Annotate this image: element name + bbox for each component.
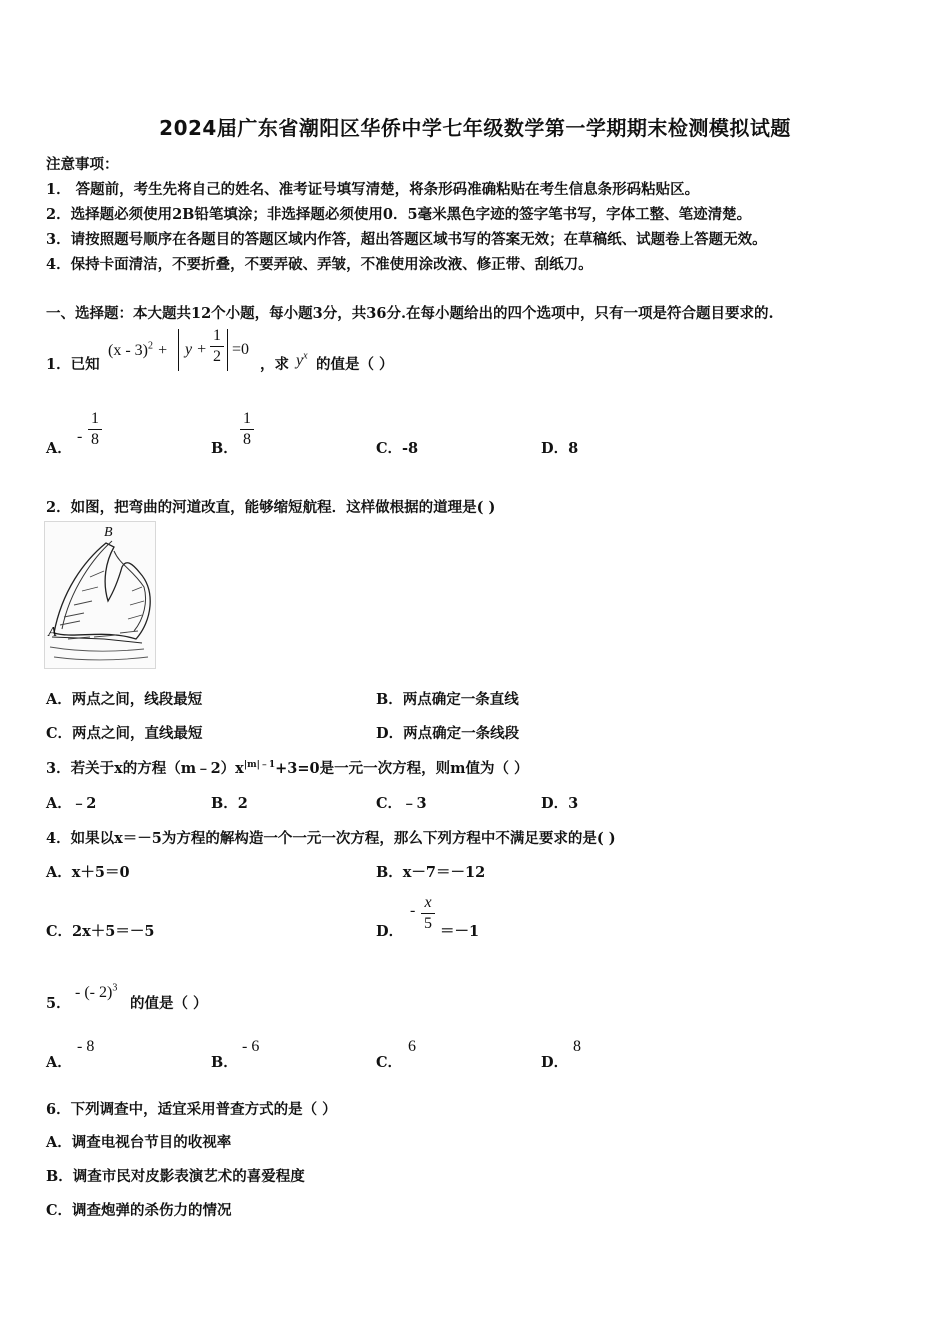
q5-option-a: - 8: [77, 1038, 95, 1055]
q1-frac-den: 2: [213, 348, 221, 365]
q3-option-c: C．﹣3: [376, 795, 427, 812]
q4-option-d-tail: ＝－1: [440, 923, 480, 940]
q1-option-d: D．8: [541, 440, 579, 457]
q1-option-a-sign: -: [77, 428, 83, 445]
q4-option-d-fraction: [421, 894, 435, 933]
q6-option-c: C．调查炮弹的杀伤力的情况: [46, 1202, 232, 1219]
q1-option-b-den: 8: [243, 431, 251, 448]
q1-option-b-num: 1: [243, 410, 251, 427]
q2-option-a: A．两点之间，线段最短: [46, 691, 203, 708]
q1-abs-right-bar: [227, 329, 229, 371]
q3-option-b: B．2: [211, 795, 248, 812]
q5-option-d-label: D．: [541, 1054, 569, 1071]
q5-option-b-label: B．: [211, 1054, 238, 1071]
q1-plus: +: [158, 342, 168, 359]
q3-stem-end: +3=0是一元一次方程，则m值为（ ）: [275, 760, 529, 777]
q5-base: - (- 2): [75, 984, 113, 1001]
q1-paren-term: (x - 3): [108, 342, 148, 359]
q3-option-a: A．﹣2: [46, 795, 97, 812]
notice-item-3: 3．请按照题号顺序在各题目的答题区域内作答，超出答题区域书写的答案无效；在草稿纸、试题卷上答题无效。: [46, 231, 767, 248]
q1-option-c: C．-8: [376, 440, 419, 457]
q4-option-b: B．x－7＝－12: [376, 864, 486, 881]
q1-option-a-den: 8: [91, 431, 99, 448]
q1-power-exp: x: [303, 350, 308, 362]
q1-y-plus: y +: [185, 341, 207, 358]
q1-base: y: [296, 352, 304, 369]
q5-option-c: 6: [408, 1038, 416, 1055]
point-a-label: A: [48, 625, 57, 640]
q2-option-b: B．两点确定一条直线: [376, 691, 519, 708]
q1-abs-left-bar: [178, 329, 180, 371]
notice-item-2: 2．选择题必须使用2B铅笔填涂；非选择题必须使用0．5毫米黑色字迹的签字笔书写，字体工整、笔迹清楚。: [46, 206, 752, 223]
q5-number: 5．: [46, 995, 71, 1012]
q1-fraction-half: [210, 327, 224, 366]
q4-option-d-sign: -: [410, 902, 416, 919]
river-illustration: [44, 521, 156, 669]
q1-option-a-fraction: [88, 410, 102, 449]
river-figure: [44, 521, 156, 669]
q6-stem: 6．下列调查中，适宜采用普查方式的是（ ）: [46, 1101, 337, 1118]
q1-option-b-fraction: [240, 410, 254, 449]
q5-option-c-label: C．: [376, 1054, 403, 1071]
q1-frac-num: 1: [213, 327, 221, 344]
q2-option-c: C．两点之间，直线最短: [46, 725, 203, 742]
q3-exponent: |m|﹣1: [243, 760, 276, 771]
q4-option-d-den: 5: [424, 915, 432, 932]
q3-option-d: D．3: [541, 795, 579, 812]
q1-exponent: 2: [147, 340, 153, 352]
q3-stem-start: 3．若关于x的方程（m﹣2）x: [46, 760, 244, 777]
q4-stem: 4．如果以x＝－5为方程的解构造一个一元一次方程，那么下列方程中不满足要求的是( ): [46, 830, 616, 847]
q1-equals-zero: =0: [232, 341, 250, 358]
q6-option-a: A．调查电视台节目的收视率: [46, 1134, 232, 1151]
q1-expression-square: [108, 340, 167, 360]
q4-option-a: A．x＋5＝0: [46, 864, 130, 881]
q5-option-d: 8: [573, 1038, 581, 1055]
q3-stem: [46, 757, 529, 778]
page-title: 2024届广东省潮阳区华侨中学七年级数学第一学期期末检测模拟试题: [159, 116, 791, 140]
q4-option-d-label: D．: [376, 923, 404, 940]
notice-heading: 注意事项：: [46, 156, 119, 173]
point-b-label: B: [104, 525, 113, 540]
q2-option-d: D．两点确定一条线段: [376, 725, 520, 742]
q1-option-a-label: A．: [46, 440, 72, 457]
notice-item-4: 4．保持卡面清洁，不要折叠，不要弄破、弄皱，不准使用涂改液、修正带、刮纸刀。: [46, 256, 593, 273]
q5-expression: [75, 982, 117, 1002]
q2-stem: 2．如图，把弯曲的河道改直，能够缩短航程．这样做根据的道理是( ): [46, 499, 496, 516]
q1-option-b-label: B．: [211, 440, 238, 457]
q5-option-b: - 6: [242, 1038, 260, 1055]
section-heading: 一、选择题：本大题共12个小题，每小题3分，共36分.在每小题给出的四个选项中，只有一项是符合题目要求的.: [46, 305, 774, 322]
q1-prefix: 1．已知: [46, 356, 100, 373]
q4-option-c: C．2x＋5＝－5: [46, 923, 155, 940]
q1-suffix: 的值是（ ）: [316, 356, 394, 373]
q6-option-b: B．调查市民对皮影表演艺术的喜爱程度: [46, 1168, 305, 1185]
notice-item-1: 1． 答题前，考生先将自己的姓名、准考证号填写清楚，将条形码准确粘贴在考生信息条形码粘贴区。: [46, 181, 700, 198]
q5-exponent: 3: [112, 982, 118, 994]
q5-option-a-label: A．: [46, 1054, 72, 1071]
q4-option-d-num: x: [424, 894, 432, 911]
q1-mid: ，求: [260, 356, 289, 373]
q1-power: [296, 350, 308, 370]
q5-suffix: 的值是（ ）: [130, 995, 208, 1012]
q1-option-a-num: 1: [91, 410, 99, 427]
